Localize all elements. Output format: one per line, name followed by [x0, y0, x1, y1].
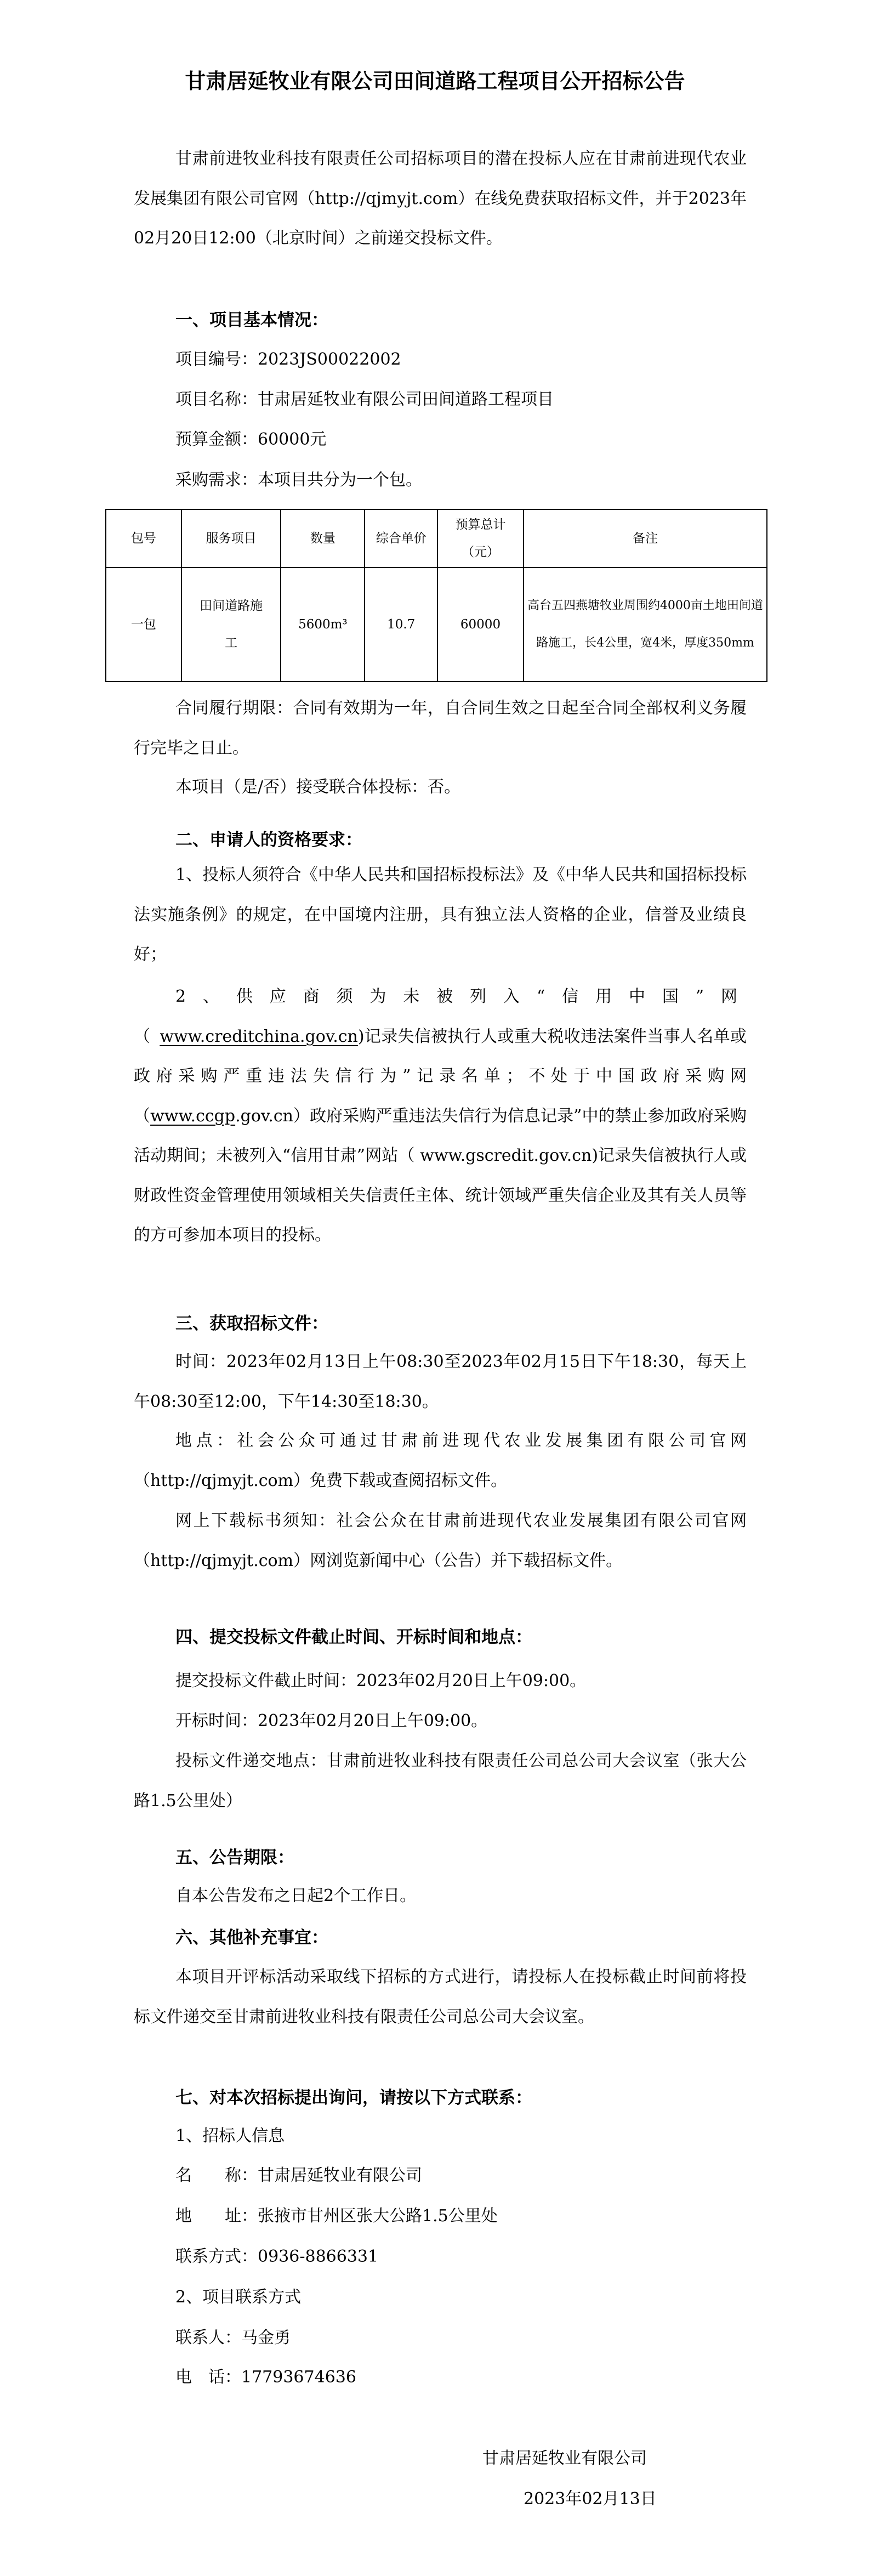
- intro-paragraph: 甘肃前进牧业科技有限责任公司招标项目的潜在投标人应在甘肃前进现代农业发展集团有限公司官网（http://qjmyjt.com）在线免费获取招标文件，并于2023年02月20日12:00（北京时间）之前递交投标文件。: [134, 149, 747, 248]
- project-name: 项目名称：甘肃居延牧业有限公司田间道路工程项目: [175, 390, 554, 409]
- address-label: 地 址：: [175, 2206, 258, 2226]
- tenderer-address: [175, 2197, 498, 2236]
- section6-heading: 六、其他补充事宜：: [175, 1928, 328, 1948]
- contact-person: 联系人：马金勇: [175, 2328, 291, 2347]
- signature-date: 2023年02月13日: [524, 2489, 657, 2509]
- document-title: 甘肃居延牧业有限公司田间道路工程项目公开招标公告: [185, 69, 685, 93]
- item2-text: )记录失信被执行人或重大税收违法案件当事人名单或政府采购严重违法失信行为”记录名单；不处于中国政府采购网（: [134, 1026, 747, 1126]
- contract-period: 合同履行期限：合同有效期为一年，自合同生效之日起至合同全部权利义务履行完毕之日止。: [134, 699, 747, 758]
- item2-text-end: ）政府采购严重违法失信行为信息记录”中的禁止参加政府采购活动期间；未被列入“信用甘肃”网站（ www.gscredit.gov.cn)记录失信被执行人或财政性资金管理使用领域相关失信责任主体、统计领域严重失信企业及其有关人员等的方可参加本项目的投标。: [134, 1106, 747, 1245]
- consortium-bid: 本项目（是/否）接受联合体投标：否。: [175, 778, 461, 797]
- cell-service: 田间道路施工: [181, 568, 281, 682]
- qualification-item-2: [134, 977, 747, 1256]
- budget-amount: 预算金额：60000元: [175, 430, 327, 449]
- section5-heading: 五、公告期限：: [175, 1848, 294, 1868]
- procurement-requirement: 采购需求：本项目共分为一个包。: [175, 470, 422, 490]
- submission-deadline: 提交投标文件截止时间：2023年02月20日上午09:00。: [175, 1671, 587, 1690]
- table-row: [106, 568, 767, 682]
- cell-total: 60000: [437, 568, 524, 682]
- obtain-location: 地点：社会公众可通过甘肃前进现代农业发展集团有限公司官网（http://qjmyjt.com）免费下载或查阅招标文件。: [134, 1431, 747, 1490]
- section4-heading: 四、提交投标文件截止时间、开标时间和地点：: [175, 1627, 532, 1647]
- download-notice: 网上下载标书须知：社会公众在甘肃前进现代农业发展集团有限公司官网（http://qjmyjt.com）网浏览新闻中心（公告）并下载招标文件。: [134, 1511, 747, 1570]
- name-label: 名 称：: [175, 2166, 258, 2185]
- tenderer-name: [175, 2156, 422, 2195]
- col-header-quantity: 数量: [281, 509, 365, 568]
- cell-quantity: 5600m³: [281, 568, 365, 682]
- ccgp-link[interactable]: www.ccgp: [150, 1106, 236, 1126]
- address-value: 张掖市甘州区张大公路1.5公里处: [258, 2206, 498, 2226]
- phone-label: 电 话：: [175, 2368, 241, 2387]
- signature-company: 甘肃居延牧业有限公司: [482, 2449, 647, 2468]
- cell-remark: 高台五四燕塘牧业周围约4000亩土地田间道路施工，长4公里，宽4米，厚度350mm: [524, 568, 767, 682]
- qualification-item-1: 1、投标人须符合《中华人民共和国招标投标法》及《中华人民共和国招标投标法实施条例》的规定，在中国境内注册，具有独立法人资格的企业，信誉及业绩良好；: [134, 865, 747, 964]
- col-header-package: 包号: [106, 509, 181, 568]
- obtain-time: 时间：2023年02月13日上午08:30至2023年02月15日下午18:30，每天上午08:30至12:00，下午14:30至18:30。: [134, 1352, 747, 1411]
- section1-heading: 一、项目基本情况：: [175, 310, 328, 330]
- cell-package: 一包: [106, 568, 181, 682]
- opening-time: 开标时间：2023年02月20日上午09:00。: [175, 1711, 488, 1730]
- contact-phone: [175, 2358, 356, 2397]
- col-header-remark: 备注: [524, 509, 767, 568]
- tenderer-info-subheading: 1、招标人信息: [175, 2126, 285, 2146]
- ccgp-link-rest: .gov.cn: [235, 1106, 293, 1126]
- item2-intro: 2、供应商须为未被列入“信用中国”网（: [134, 987, 747, 1046]
- tenderer-contact: 联系方式：0936-8866331: [175, 2247, 379, 2266]
- section3-heading: 三、获取招标文件：: [175, 1314, 328, 1334]
- section7-heading: 七、对本次招标提出询问，请按以下方式联系：: [175, 2088, 532, 2108]
- name-value: 甘肃居延牧业有限公司: [258, 2166, 422, 2185]
- project-contact-subheading: 2、项目联系方式: [175, 2288, 302, 2307]
- package-table: [105, 509, 767, 682]
- creditchina-link[interactable]: www.creditchina.gov.cn: [160, 1026, 358, 1046]
- col-header-unit-price: 综合单价: [365, 509, 437, 568]
- col-header-total: 预算总计（元）: [437, 509, 524, 568]
- supplementary-text: 本项目开评标活动采取线下招标的方式进行，请投标人在投标截止时间前将投标文件递交至甘肃前进牧业科技有限责任公司总公司大会议室。: [134, 1967, 747, 2027]
- submission-venue: 投标文件递交地点：甘肃前进牧业科技有限责任公司总公司大会议室（张大公路1.5公里处）: [134, 1751, 747, 1811]
- col-header-service: 服务项目: [181, 509, 281, 568]
- section2-heading: 二、申请人的资格要求：: [175, 830, 362, 850]
- cell-unit-price: 10.7: [365, 568, 437, 682]
- announcement-period: 自本公告发布之日起2个工作日。: [175, 1886, 417, 1905]
- project-number: 项目编号：2023JS00022002: [175, 350, 401, 369]
- phone-value: 17793674636: [241, 2368, 356, 2387]
- table-header-row: [106, 509, 767, 568]
